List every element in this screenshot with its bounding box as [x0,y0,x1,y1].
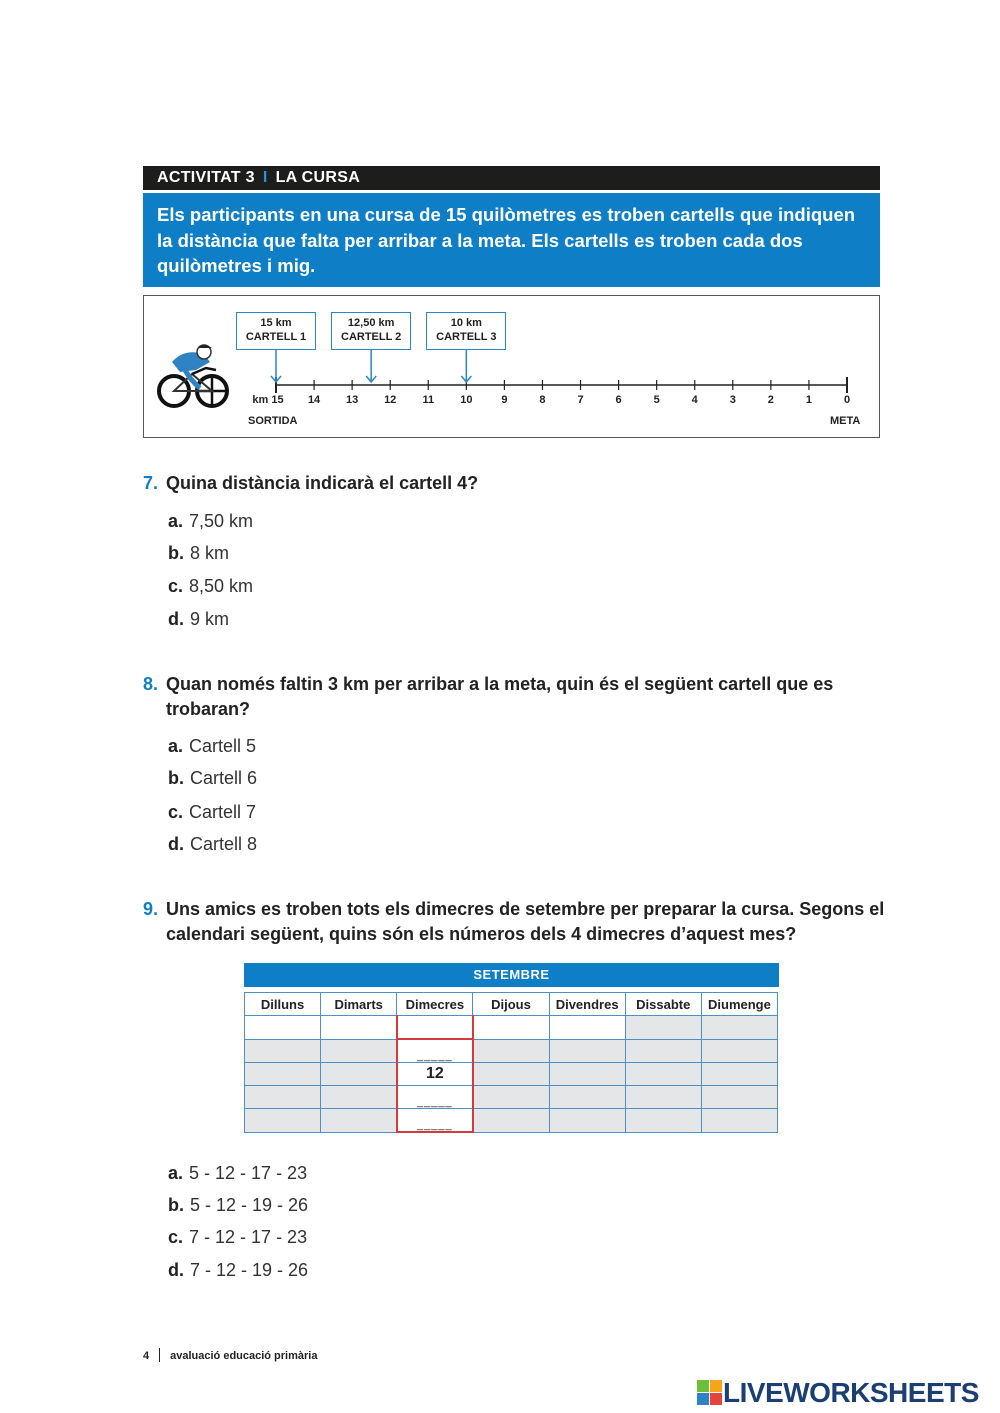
option-letter: d. [168,609,184,629]
calendar-cell [701,1016,777,1040]
distance-sign [426,312,506,350]
calendar-cell [473,1016,549,1040]
calendar-cell [473,1039,549,1063]
q8-option-b[interactable] [168,767,257,789]
end-label: META [830,415,861,427]
calendar-cell [245,1086,321,1109]
calendar-cell [549,1086,625,1109]
option-text: Cartell 7 [189,802,257,822]
footer-text: avaluació educació primària [170,1350,318,1362]
page-footer [143,1348,317,1362]
option-text: Cartell 6 [190,768,258,788]
start-label: SORTIDA [248,415,298,427]
option-letter: b. [168,543,184,563]
tick-label: 7 [577,394,584,406]
calendar-cell [321,1063,397,1086]
calendar-cell [245,1039,321,1063]
sign-km: 12,50 km [347,317,395,329]
sign-arrow [461,350,471,382]
distance-sign [236,312,316,350]
tick-label: 5 [653,394,660,406]
sign-km: 10 km [450,317,482,329]
calendar-cell [701,1039,777,1063]
calendar-cell [625,1086,701,1109]
calendar-cell [397,1016,473,1040]
activity-title: LA CURSA [275,169,361,186]
option-text: 5 - 12 - 19 - 26 [190,1195,309,1215]
calendar-cell [549,1016,625,1040]
calendar-week-row [245,1109,778,1133]
liveworksheets-brand [697,1378,979,1408]
q7-option-b[interactable] [168,542,229,564]
calendar-header-row [245,993,778,1016]
question-text: Quina distància indicarà el cartell 4? [166,473,479,493]
brand-name: LIVEWORKSHEETS [723,1377,979,1408]
calendar-cell [473,1086,549,1109]
question-9 [143,897,893,947]
tick-label: 10 [460,394,473,406]
q9-option-d[interactable] [168,1259,308,1281]
calendar-day-header: Dimecres [397,993,473,1016]
option-letter: c. [168,1227,184,1247]
question-number: 9. [143,899,159,919]
calendar-cell [321,1039,397,1063]
calendar-cell [321,1086,397,1109]
calendar-cell [245,1063,321,1086]
tick-label: 2 [767,394,774,406]
q8-option-d[interactable] [168,833,257,855]
sign-km: 15 km [260,317,292,329]
option-text: 7 - 12 - 17 - 23 [189,1227,308,1247]
intro-box [143,193,880,287]
cyclist-icon [159,345,227,406]
option-letter: c. [168,576,184,596]
intro-end: . [310,255,316,276]
calendar-cell [701,1086,777,1109]
calendar-week-row [245,1063,778,1086]
calendar-cell [701,1109,777,1133]
calendar-week-row [245,1016,778,1040]
calendar-cell [473,1063,549,1086]
calendar-day-header: Dimarts [321,993,397,1016]
tick-label: 13 [346,394,359,406]
calendar-cell [701,1063,777,1086]
tick-label: 4 [691,394,698,406]
option-text: 9 km [190,609,230,629]
tick-label: km 15 [252,394,284,406]
calendar-cell [473,1109,549,1133]
q7-option-a[interactable] [168,510,253,532]
tick-label: 1 [805,394,812,406]
q7-option-d[interactable] [168,608,229,630]
option-letter: d. [168,834,184,854]
sign-name: CARTELL 1 [245,331,307,343]
tick-label: 0 [843,394,851,406]
option-text: 8,50 km [189,576,254,596]
calendar-day-header: Dilluns [245,993,321,1016]
calendar-cell [625,1063,701,1086]
calendar-cell [625,1109,701,1133]
cell-value: _____ [417,1096,453,1108]
activity-separator: I [262,169,268,186]
option-letter: a. [168,1163,184,1183]
calendar-cell [321,1016,397,1040]
wednesday-date [397,1063,473,1086]
distance-axis [271,350,847,393]
calendar-cell [245,1016,321,1040]
calendar-cell [549,1063,625,1086]
q8-option-c[interactable] [168,801,256,823]
q9-option-a[interactable] [168,1162,307,1184]
activity-header [143,166,880,190]
option-text: 8 km [190,543,230,563]
option-text: Cartell 8 [190,834,258,854]
calendar-day-header: Diumenge [701,993,777,1016]
tick-label: 11 [422,394,435,406]
calendar-week-row [245,1086,778,1109]
tick-label: 14 [307,394,321,406]
question-number: 8. [143,674,159,694]
sign-name: CARTELL 3 [436,331,497,343]
option-letter: a. [168,511,184,531]
sign-arrow [271,350,281,382]
tick-label: 9 [501,394,508,406]
page-number: 4 [143,1350,150,1362]
option-letter: b. [168,1195,184,1215]
q8-option-a[interactable] [168,735,256,757]
option-text: Cartell 5 [189,736,257,756]
question-number: 7. [143,473,159,493]
sign-arrow [366,350,376,382]
option-text: 7 - 12 - 19 - 26 [190,1260,309,1280]
wednesday-blank[interactable] [397,1086,473,1109]
activity-label: ACTIVITAT 3 [157,169,255,186]
option-letter: a. [168,736,184,756]
question-text: Quan només faltin 3 km per arribar a la meta, quin és el següent cartell que es trobaran? [166,674,834,719]
calendar-week-row [245,1039,778,1063]
calendar-cell [245,1109,321,1133]
cell-value: _____ [417,1119,453,1131]
option-letter: b. [168,768,184,788]
question-7 [143,471,893,496]
q7-option-c[interactable] [168,575,253,597]
calendar-cell [321,1109,397,1133]
calendar-day-header: Dijous [473,993,549,1016]
calendar-cell [625,1016,701,1040]
calendar-cell [549,1109,625,1133]
wednesday-blank[interactable] [397,1109,473,1133]
september-calendar [244,963,779,1133]
option-letter: c. [168,802,184,822]
option-letter: d. [168,1260,184,1280]
sign-name: CARTELL 2 [341,331,402,343]
calendar-cell [625,1039,701,1063]
tick-label: 8 [539,394,546,406]
intro-text: Els participants en una cursa de 15 quilòmetres es troben cartells que indiquen la distància que falta per arribar a la meta. Els cartells es troben cada [157,204,856,251]
calendar-day-header: Dissabte [625,993,701,1016]
tick-label: 3 [729,394,736,406]
calendar-cell [549,1039,625,1063]
q9-option-c[interactable] [168,1226,307,1248]
calendar-title: SETEMBRE [244,963,779,987]
tick-label: 6 [615,394,622,406]
option-text: 7,50 km [189,511,254,531]
q9-option-b[interactable] [168,1194,308,1216]
calendar-table [244,992,778,1133]
question-8 [143,672,893,722]
question-text: Uns amics es troben tots els dimecres de setembre per preparar la cursa. Segons el calendari següent, quins són els números dels 4 dimecres d’aquest mes? [166,899,885,944]
option-text: 5 - 12 - 17 - 23 [189,1163,308,1183]
intro-bold: dos quilòmetres i mig [157,229,803,276]
wednesday-blank[interactable] [397,1039,473,1063]
distance-sign [331,312,411,350]
calendar-day-header: Divendres [549,993,625,1016]
tick-label: 12 [384,394,397,406]
cell-value: _____ [417,1050,453,1062]
race-diagram [143,295,880,438]
cell-value: 12 [425,1065,444,1082]
footer-divider [159,1348,160,1362]
liveworksheets-logo-icon [697,1380,723,1406]
